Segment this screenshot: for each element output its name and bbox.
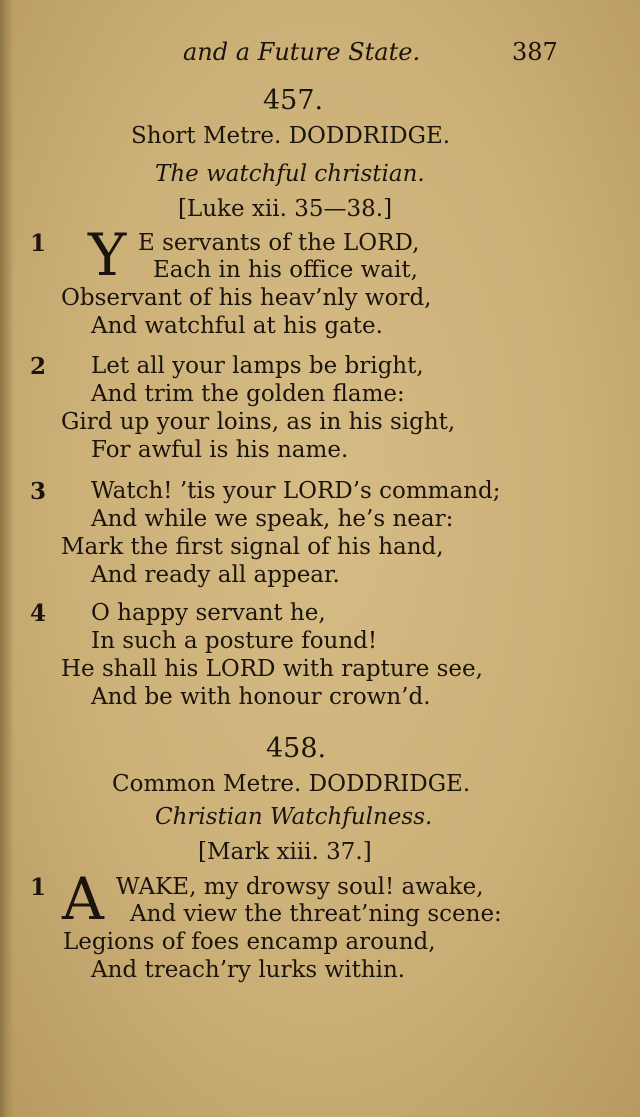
verse-line: And watchful at his gate.: [91, 313, 383, 339]
verse-line: O happy servant he,: [91, 600, 326, 626]
verse-line: Gird up your loins, as in his sight,: [61, 409, 456, 435]
verse-number: 1: [30, 874, 47, 901]
hymn-457-number: 457.: [263, 85, 324, 116]
verse-number: 3: [30, 478, 47, 505]
drop-cap: Y: [88, 221, 127, 289]
drop-cap: A: [62, 865, 104, 933]
hymn-457-metre: Short Metre. DODDRIDGE.: [131, 123, 451, 149]
verse-number: 2: [30, 353, 47, 380]
verse-line: In such a posture found!: [91, 628, 378, 654]
page-number: 387: [512, 38, 558, 66]
page-binding-edge: [0, 0, 14, 1117]
verse-line: And trim the golden flame:: [91, 381, 405, 407]
verse-line: WAKE, my drowsy soul! awake,: [116, 874, 484, 900]
verse-line: And while we speak, he’s near:: [91, 506, 454, 532]
verse-line: For awful is his name.: [91, 437, 349, 463]
verse-line: And view the threat’ning scene:: [130, 901, 502, 927]
hymn-457-title: The watchful christian.: [155, 161, 425, 187]
hymn-457-reference: [Luke xii. 35—38.]: [178, 196, 393, 222]
verse-line: Legions of foes encamp around,: [63, 929, 436, 955]
verse-line: E servants of the LORD,: [138, 230, 420, 256]
running-title: and a Future State.: [183, 38, 421, 66]
verse-line: And ready all appear.: [91, 562, 340, 588]
verse-line: Each in his office wait,: [153, 257, 418, 283]
verse-line: Observant of his heav’nly word,: [61, 285, 432, 311]
hymn-458-metre: Common Metre. DODDRIDGE.: [112, 771, 471, 797]
verse-line: And be with honour crown’d.: [91, 684, 431, 710]
verse-line: And treach’ry lurks within.: [91, 957, 406, 983]
hymn-458-reference: [Mark xiii. 37.]: [198, 839, 372, 865]
verse-number: 1: [30, 230, 47, 257]
verse-line: He shall his LORD with rapture see,: [61, 656, 483, 682]
verse-line: Let all your lamps be bright,: [91, 353, 424, 379]
verse-number: 4: [30, 600, 47, 627]
verse-line: Mark the first signal of his hand,: [61, 534, 444, 560]
hymn-458-number: 458.: [266, 733, 327, 764]
hymn-458-title: Christian Watchfulness.: [155, 804, 433, 830]
verse-line: Watch! ’tis your LORD’s command;: [91, 478, 501, 504]
